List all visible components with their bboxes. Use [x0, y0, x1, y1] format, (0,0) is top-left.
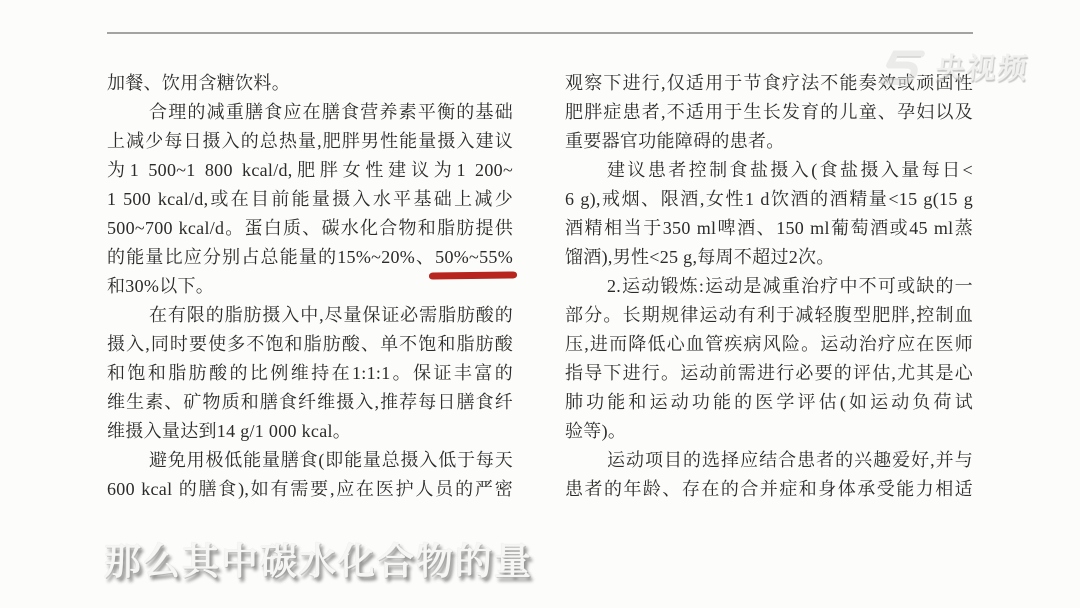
- text-column-left: [107, 69, 513, 504]
- text-line: 肺功能和运动功能的医学评估(如运动负荷试: [565, 392, 973, 412]
- text-line: 和饱和脂肪酸的比例维持在1:1:1。保证丰富的: [107, 363, 513, 383]
- text-line: 建议患者控制食盐摄入(食盐摄入量每日<: [607, 160, 973, 180]
- text-line: 合理的减重膳食应在膳食营养素平衡的基础: [149, 102, 513, 122]
- text-line: 加餐、饮用含糖饮料。: [107, 73, 290, 93]
- text-line: 为1 500~1 800 kcal/d,肥胖女性建议为1 200~: [107, 160, 513, 180]
- watermark-label: 央视频: [934, 53, 1031, 85]
- red-underline-annotation: [429, 271, 517, 279]
- subtitle-caption: 那么其中碳水化合物的量: [104, 541, 533, 582]
- text-line: 患者的年龄、存在的合并症和身体承受能力相适: [565, 479, 973, 499]
- text-line: 维摄入量达到14 g/1 000 kcal。: [107, 421, 352, 441]
- text-line: 避免用极低能量膳食(即能量总摄入低于每天: [149, 450, 513, 470]
- text-line: 500~700 kcal/d。蛋白质、碳水化合物和脂肪提供: [107, 218, 513, 238]
- text-line: 6 g),戒烟、限酒,女性1 d饮酒的酒精量<15 g(15 g: [565, 189, 973, 209]
- text-line: 摄入,同时要使多不饱和脂肪酸、单不饱和脂肪酸: [107, 334, 513, 354]
- text-line: 验等)。: [565, 421, 627, 441]
- text-line: 观察下进行,仅适用于节食疗法不能奏效或顽固性: [565, 73, 973, 93]
- text-line: 运动项目的选择应结合患者的兴趣爱好,并与: [607, 450, 973, 470]
- text-line: 馏酒),男性<25 g,每周不超过2次。: [565, 247, 835, 267]
- text-column-right: [565, 69, 973, 504]
- text-line: 的能量比应分别占总能量的15%~20%、50%~55%: [107, 247, 513, 267]
- text-line: 肥胖症患者,不适用于生长发育的儿童、孕妇以及: [565, 102, 973, 122]
- text-line: 1 500 kcal/d,或在目前能量摄入水平基础上减少: [107, 189, 513, 209]
- text-line: 600 kcal 的膳食),如有需要,应在医护人员的严密: [107, 479, 513, 499]
- text-line: 和30%以下。: [107, 276, 215, 296]
- text-line: 部分。长期规律运动有利于减轻腹型肥胖,控制血: [565, 305, 973, 325]
- text-line: 指导下进行。运动前需进行必要的评估,尤其是心: [565, 363, 973, 383]
- page-header-rule: [107, 32, 973, 34]
- text-line: 压,进而降低心血管疾病风险。运动治疗应在医师: [565, 334, 973, 354]
- text-line: 上减少每日摄入的总热量,肥胖男性能量摄入建议: [107, 131, 513, 151]
- text-line: 2.运动锻炼:运动是减重治疗中不可或缺的一: [607, 276, 973, 296]
- text-line: 酒精相当于350 ml啤酒、150 ml葡萄酒或45 ml蒸: [565, 218, 973, 238]
- text-line: 重要器官功能障碍的患者。: [565, 131, 785, 151]
- text-line: 维生素、矿物质和膳食纤维摄入,推荐每日膳食纤: [107, 392, 513, 412]
- text-line: 在有限的脂肪摄入中,尽量保证必需脂肪酸的: [149, 305, 513, 325]
